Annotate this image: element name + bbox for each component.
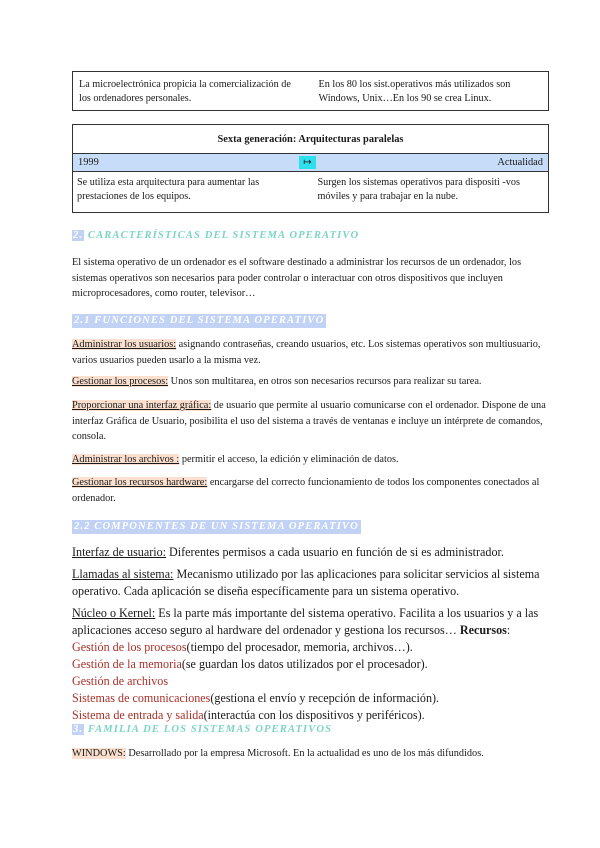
generation-left-text: Se utiliza esta arquitectura para aumentar las prestaciones de los equipos. (77, 177, 260, 202)
recursos-label: Recursos (459, 623, 507, 637)
function-label: Administrar los archivos : (72, 454, 180, 465)
box-right-text: En los 80 los sist.operativos más utilizados son Windows, Unix…En los 90 se crea Linux. (318, 79, 511, 104)
section-2-1-heading: 2.1 FUNCIONES DEL SISTEMA OPERATIVO (74, 315, 325, 326)
function-label: Proporcionar una interfaz gráfica: (72, 400, 212, 411)
sixth-generation-box (72, 124, 549, 213)
resource-name: Gestión de archivos (72, 674, 169, 688)
function-label: Gestionar los recursos hardware: (72, 477, 208, 488)
component-label: Interfaz de usuario: (72, 545, 167, 559)
component-text: Mecanismo utilizado por las aplicaciones para solicitar servicios al sistema operativo. Cada aplicación se diseña específicamente para un sistema operativo. (72, 567, 540, 598)
resource-detail: (interactúa con los dispositivos y periféricos). (203, 708, 425, 722)
component-label: Llamadas al sistema: (72, 567, 174, 581)
resource-name: Sistemas de comunicaciones (72, 691, 211, 705)
function-label: Administrar los usuarios: (72, 339, 177, 350)
function-text: de usuario que permite al usuario comunicarse con el ordenador. Dispone de una interfaz Gráfica de Usuario, posibilita el uso del sistema a través de ventanas e incluye un intérprete de comandos, consola. (72, 400, 546, 442)
resource-detail: (tiempo del procesador, memoria, archivos…). (186, 640, 413, 654)
function-text: Unos son multitarea, en otros son necesarios recursos para realizar su tarea. (168, 376, 482, 387)
component-label: Núcleo o Kernel: (72, 606, 156, 620)
box-left-text: La microelectrónica propicia la comercialización de los ordenadores personales. (79, 79, 291, 104)
component-text: Es la parte más importante del sistema operativo. Facilita a los usuarios y a las aplicaciones acceso seguro al hardware del ordenador y gestiona los recursos… (72, 606, 539, 637)
function-label: Gestionar los procesos: (72, 376, 169, 387)
timeline-end: Actualidad (497, 157, 543, 168)
function-item (72, 475, 547, 506)
function-text: permitir el acceso, la edición y eliminación de datos. (179, 454, 399, 465)
function-item (72, 398, 547, 445)
resource-name: Gestión de la memoria (72, 657, 182, 671)
function-item (72, 452, 547, 468)
function-text: asignando contraseñas, creando usuarios, etc. Los sistemas operativos son multiusuario, varios usuarios pueden usarlo a la misma vez. (72, 339, 541, 366)
resource-detail: (gestiona el envío y recepción de información). (210, 691, 440, 705)
function-item (72, 374, 547, 390)
resource-name: Gestión de los procesos (72, 640, 187, 654)
section-2-text: El sistema operativo de un ordenador es el software destinado a administrar los recursos de un ordenador, los sistemas operativos son necesarios para poder controlar o interactuar con otros dispositivos que incluyen microprocesadores, como router, televisor… (72, 257, 522, 299)
function-text: encargarse del correcto funcionamiento de todos los componentes conectados al ordenador. (72, 477, 540, 504)
component-llamadas (72, 566, 547, 600)
section-3-heading (72, 723, 332, 737)
section-2-number: 2. (73, 230, 84, 241)
component-interfaz (72, 544, 547, 561)
function-item (72, 337, 547, 368)
section-2-title: CARACTERÍSTICAS DEL SISTEMA OPERATIVO (84, 230, 360, 241)
section-3-number: 3. (73, 724, 84, 735)
section-2-2-heading: 2.2 COMPONENTES DE UN SISTEMA OPERATIVO (74, 521, 359, 532)
resource-name: Sistema de entrada y salida (72, 708, 204, 722)
generation-right-text: Surgen los sistemas operativos para dispositi -vos móviles y para trabajar en la nube. (317, 177, 520, 202)
section-3-title: FAMILIA DE LOS SISTEMAS OPERATIVOS (84, 724, 333, 735)
windows-text: Desarrollado por la empresa Microsoft. En la actualidad es uno de los más difundidos. (125, 748, 484, 759)
section-2-heading (72, 229, 359, 243)
component-text: Diferentes permisos a cada usuario en función de si es administrador. (166, 545, 504, 559)
timeline-bar (73, 154, 548, 172)
os-history-box (72, 71, 549, 111)
resource-detail: (se guardan los datos utilizados por el procesador). (181, 657, 428, 671)
generation-title: Sexta generación: Arquitecturas paralelas (73, 125, 548, 154)
generation-details (73, 172, 548, 203)
timeline-start: 1999 (78, 157, 99, 168)
recursos-colon: : (506, 623, 511, 637)
arrow-icon: ↦ (299, 156, 316, 169)
windows-item (72, 745, 547, 762)
windows-label: WINDOWS: (72, 748, 126, 759)
component-nucleo (72, 605, 547, 724)
